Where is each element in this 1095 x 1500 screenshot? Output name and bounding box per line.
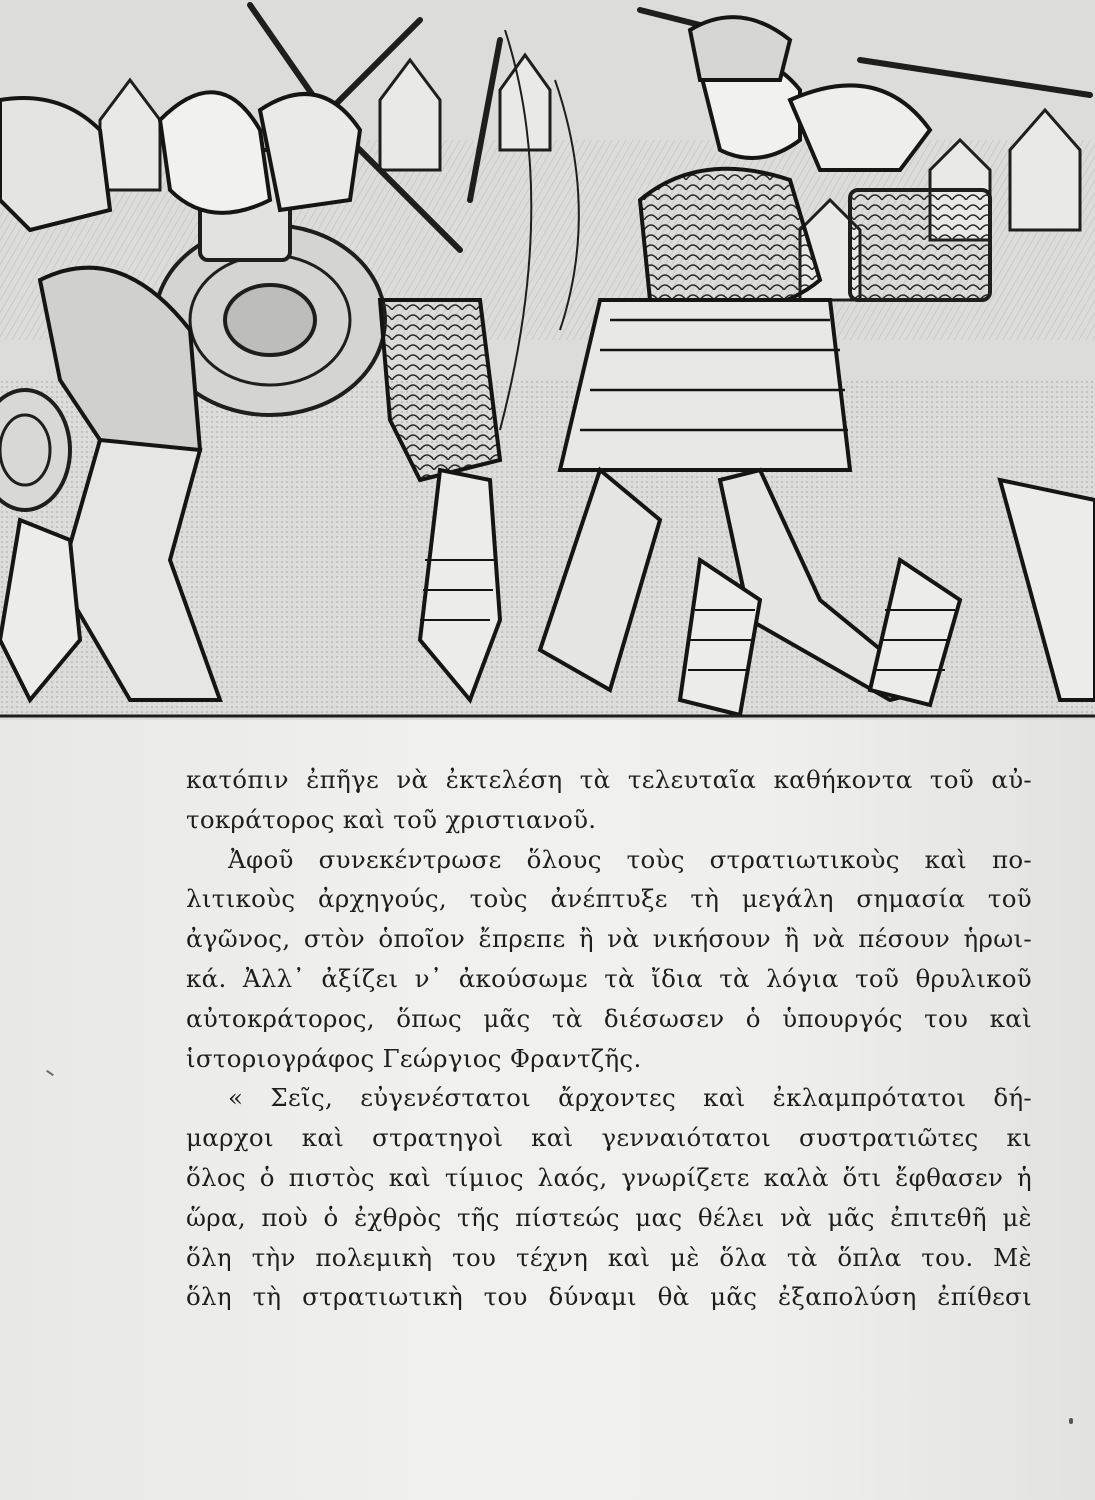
text-line: Ἀφοῦ συνεκέντρωσε ὅλους τοὺς στρατιωτικοὺς καὶ πο-: [228, 844, 1032, 874]
text-line: λιτικοὺς ἀρχηγούς, τοὺς ἀνέπτυξε τὴ μεγάλη σημασία τοῦ: [186, 884, 1032, 914]
text-line: μαρχοι καὶ στρατηγοὶ καὶ γενναιότατοι συστρατιῶτες κι: [186, 1123, 1032, 1153]
text-line: ὅλος ὁ πιστὸς καὶ τίμιος λαός, γνωρίζετε καλὰ ὅτι ἔφθασεν ἡ: [186, 1162, 1032, 1192]
battle-illustration: [0, 0, 1095, 720]
text-line: κατόπιν ἐπῆγε νὰ ἐκτελέση τὰ τελευταῖα καθήκοντα τοῦ αὐ-: [186, 765, 1032, 794]
margin-mark: [46, 1070, 54, 1076]
ink-speck: [1069, 1418, 1073, 1424]
paragraph: [186, 840, 1032, 1079]
text-line: ἀγῶνος, στὸν ὁποῖον ἔπρεπε ἢ νὰ νικήσουν ἢ νὰ πέσουν ἡρωι-: [186, 924, 1032, 954]
body-text: [186, 760, 1032, 1317]
text-line: ὅλη τὴ στρατιωτικὴ του δύναμι θὰ μᾶς ἐξαπολύση ἐπίθεσι: [186, 1282, 1032, 1312]
text-line: ὥρα, ποὺ ὁ ἐχθρὸς τῆς πίστεώς μας θέλει νὰ μᾶς ἐπιτεθῆ μὲ: [186, 1202, 1032, 1232]
paragraph: [186, 760, 1032, 840]
text-line: ὅλη τὴν πολεμικὴ του τέχνη καὶ μὲ ὅλα τὰ ὅπλα του. Μὲ: [186, 1242, 1032, 1272]
text-line: κά. Ἀλλ᾽ ἀξίζει ν᾽ ἀκούσωμε τὰ ἴδια τὰ λόγια τοῦ θρυλικοῦ: [186, 963, 1032, 993]
text-line: ἱστοριογράφος Γεώργιος Φραντζῆς.: [186, 1043, 642, 1073]
battle-scene-drawing: [0, 0, 1095, 720]
paragraph: [186, 1078, 1032, 1317]
text-line: τοκράτορος καὶ τοῦ χριστιανοῦ.: [186, 804, 597, 834]
text-line: αὐτοκράτορος, ὅπως μᾶς τὰ διέσωσεν ὁ ὑπουργός του καὶ: [186, 1003, 1032, 1033]
text-line: « Σεῖς, εὐγενέστατοι ἄρχοντες καὶ ἐκλαμπρότατοι δή-: [228, 1083, 1032, 1113]
